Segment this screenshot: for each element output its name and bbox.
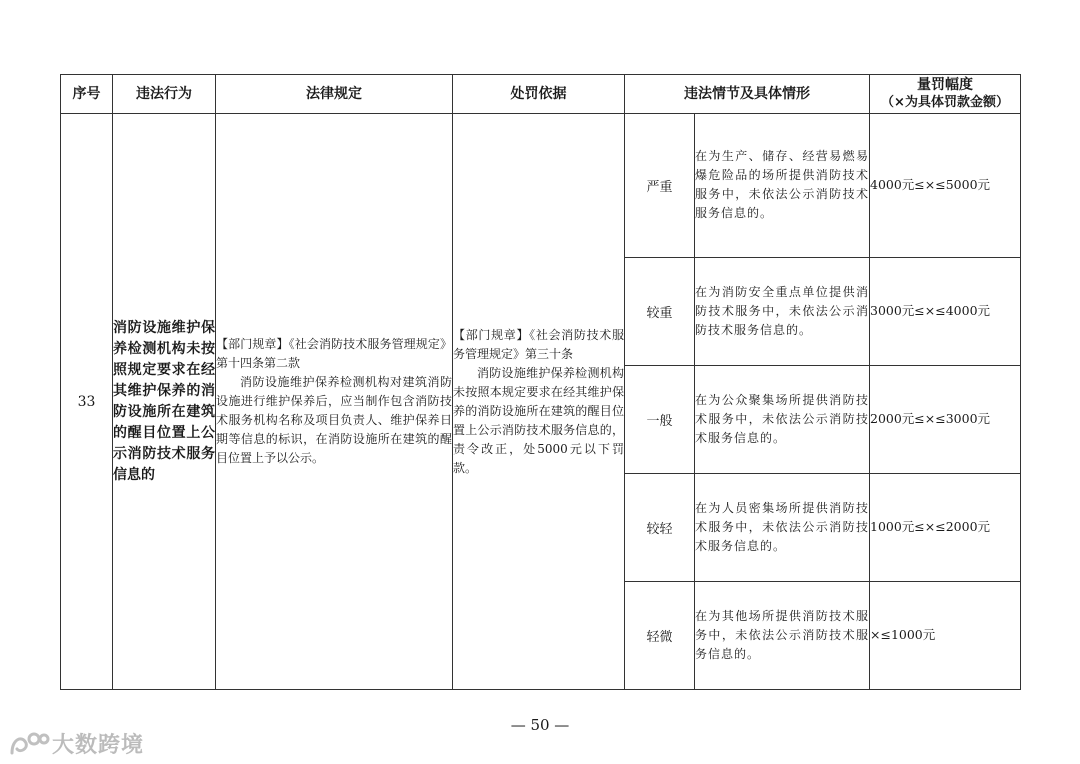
level-situation: 在为其他场所提供消防技术服务中，未依法公示消防技术服务信息的。 <box>695 581 870 689</box>
header-range-title: 量罚幅度 <box>917 77 973 93</box>
table-row <box>61 114 1021 258</box>
header-situation: 违法情节及具体情形 <box>625 75 870 114</box>
level-amount: ×≤1000元 <box>870 581 1021 689</box>
page-number: — 50 — <box>510 716 570 734</box>
basis-title: 【部门规章】《社会消防技术服务管理规定》第三十条 <box>453 327 624 361</box>
level-amount: 1000元≤×≤2000元 <box>870 473 1021 581</box>
level-label: 一般 <box>625 365 695 473</box>
level-label: 较轻 <box>625 473 695 581</box>
header-range <box>870 75 1021 114</box>
level-label: 轻微 <box>625 581 695 689</box>
law-title: 【部门规章】《社会消防技术服务管理规定》第十四条第二款 <box>216 337 452 370</box>
row-act: 消防设施维护保养检测机构未按照规定要求在经其维护保养的消防设施所在建筑的醒目位置上公示消防技术服务信息的 <box>113 114 216 690</box>
level-label: 较重 <box>625 257 695 365</box>
watermark-logo-icon <box>8 729 50 759</box>
row-basis <box>453 114 625 690</box>
header-seq: 序号 <box>61 75 113 114</box>
watermark <box>8 728 144 759</box>
penalty-table <box>60 74 1021 690</box>
row-law <box>216 114 453 690</box>
level-amount: 3000元≤×≤4000元 <box>870 257 1021 365</box>
level-amount: 2000元≤×≤3000元 <box>870 365 1021 473</box>
header-basis: 处罚依据 <box>453 75 625 114</box>
level-situation: 在为人员密集场所提供消防技术服务中，未依法公示消防技术服务信息的。 <box>695 473 870 581</box>
watermark-text: 大数跨境 <box>52 733 145 758</box>
level-amount: 4000元≤×≤5000元 <box>870 114 1021 258</box>
header-law: 法律规定 <box>216 75 453 114</box>
basis-body: 消防设施维护保养检测机构未按照本规定要求在经其维护保养的消防设施所在建筑的醒目位置上公示消防技术服务信息的，责令改正，处5000元以下罚款。 <box>453 365 624 475</box>
header-row <box>61 75 1021 114</box>
law-body: 消防设施维护保养检测机构对建筑消防设施进行维护保养后，应当制作包含消防技术服务机构名称及项目负责人、维护保养日期等信息的标识，在消防设施所在建筑的醒目位置上予以公示。 <box>216 375 452 465</box>
level-situation: 在为生产、储存、经营易燃易爆危险品的场所提供消防技术服务中，未依法公示消防技术服务信息的。 <box>695 114 870 258</box>
level-situation: 在为公众聚集场所提供消防技术服务中，未依法公示消防技术服务信息的。 <box>695 365 870 473</box>
header-range-note: （×为具体罚款金额） <box>881 95 1009 110</box>
row-seq: 33 <box>61 114 113 690</box>
level-situation: 在为消防安全重点单位提供消防技术服务中，未依法公示消防技术服务信息的。 <box>695 257 870 365</box>
header-act: 违法行为 <box>113 75 216 114</box>
level-label: 严重 <box>625 114 695 258</box>
